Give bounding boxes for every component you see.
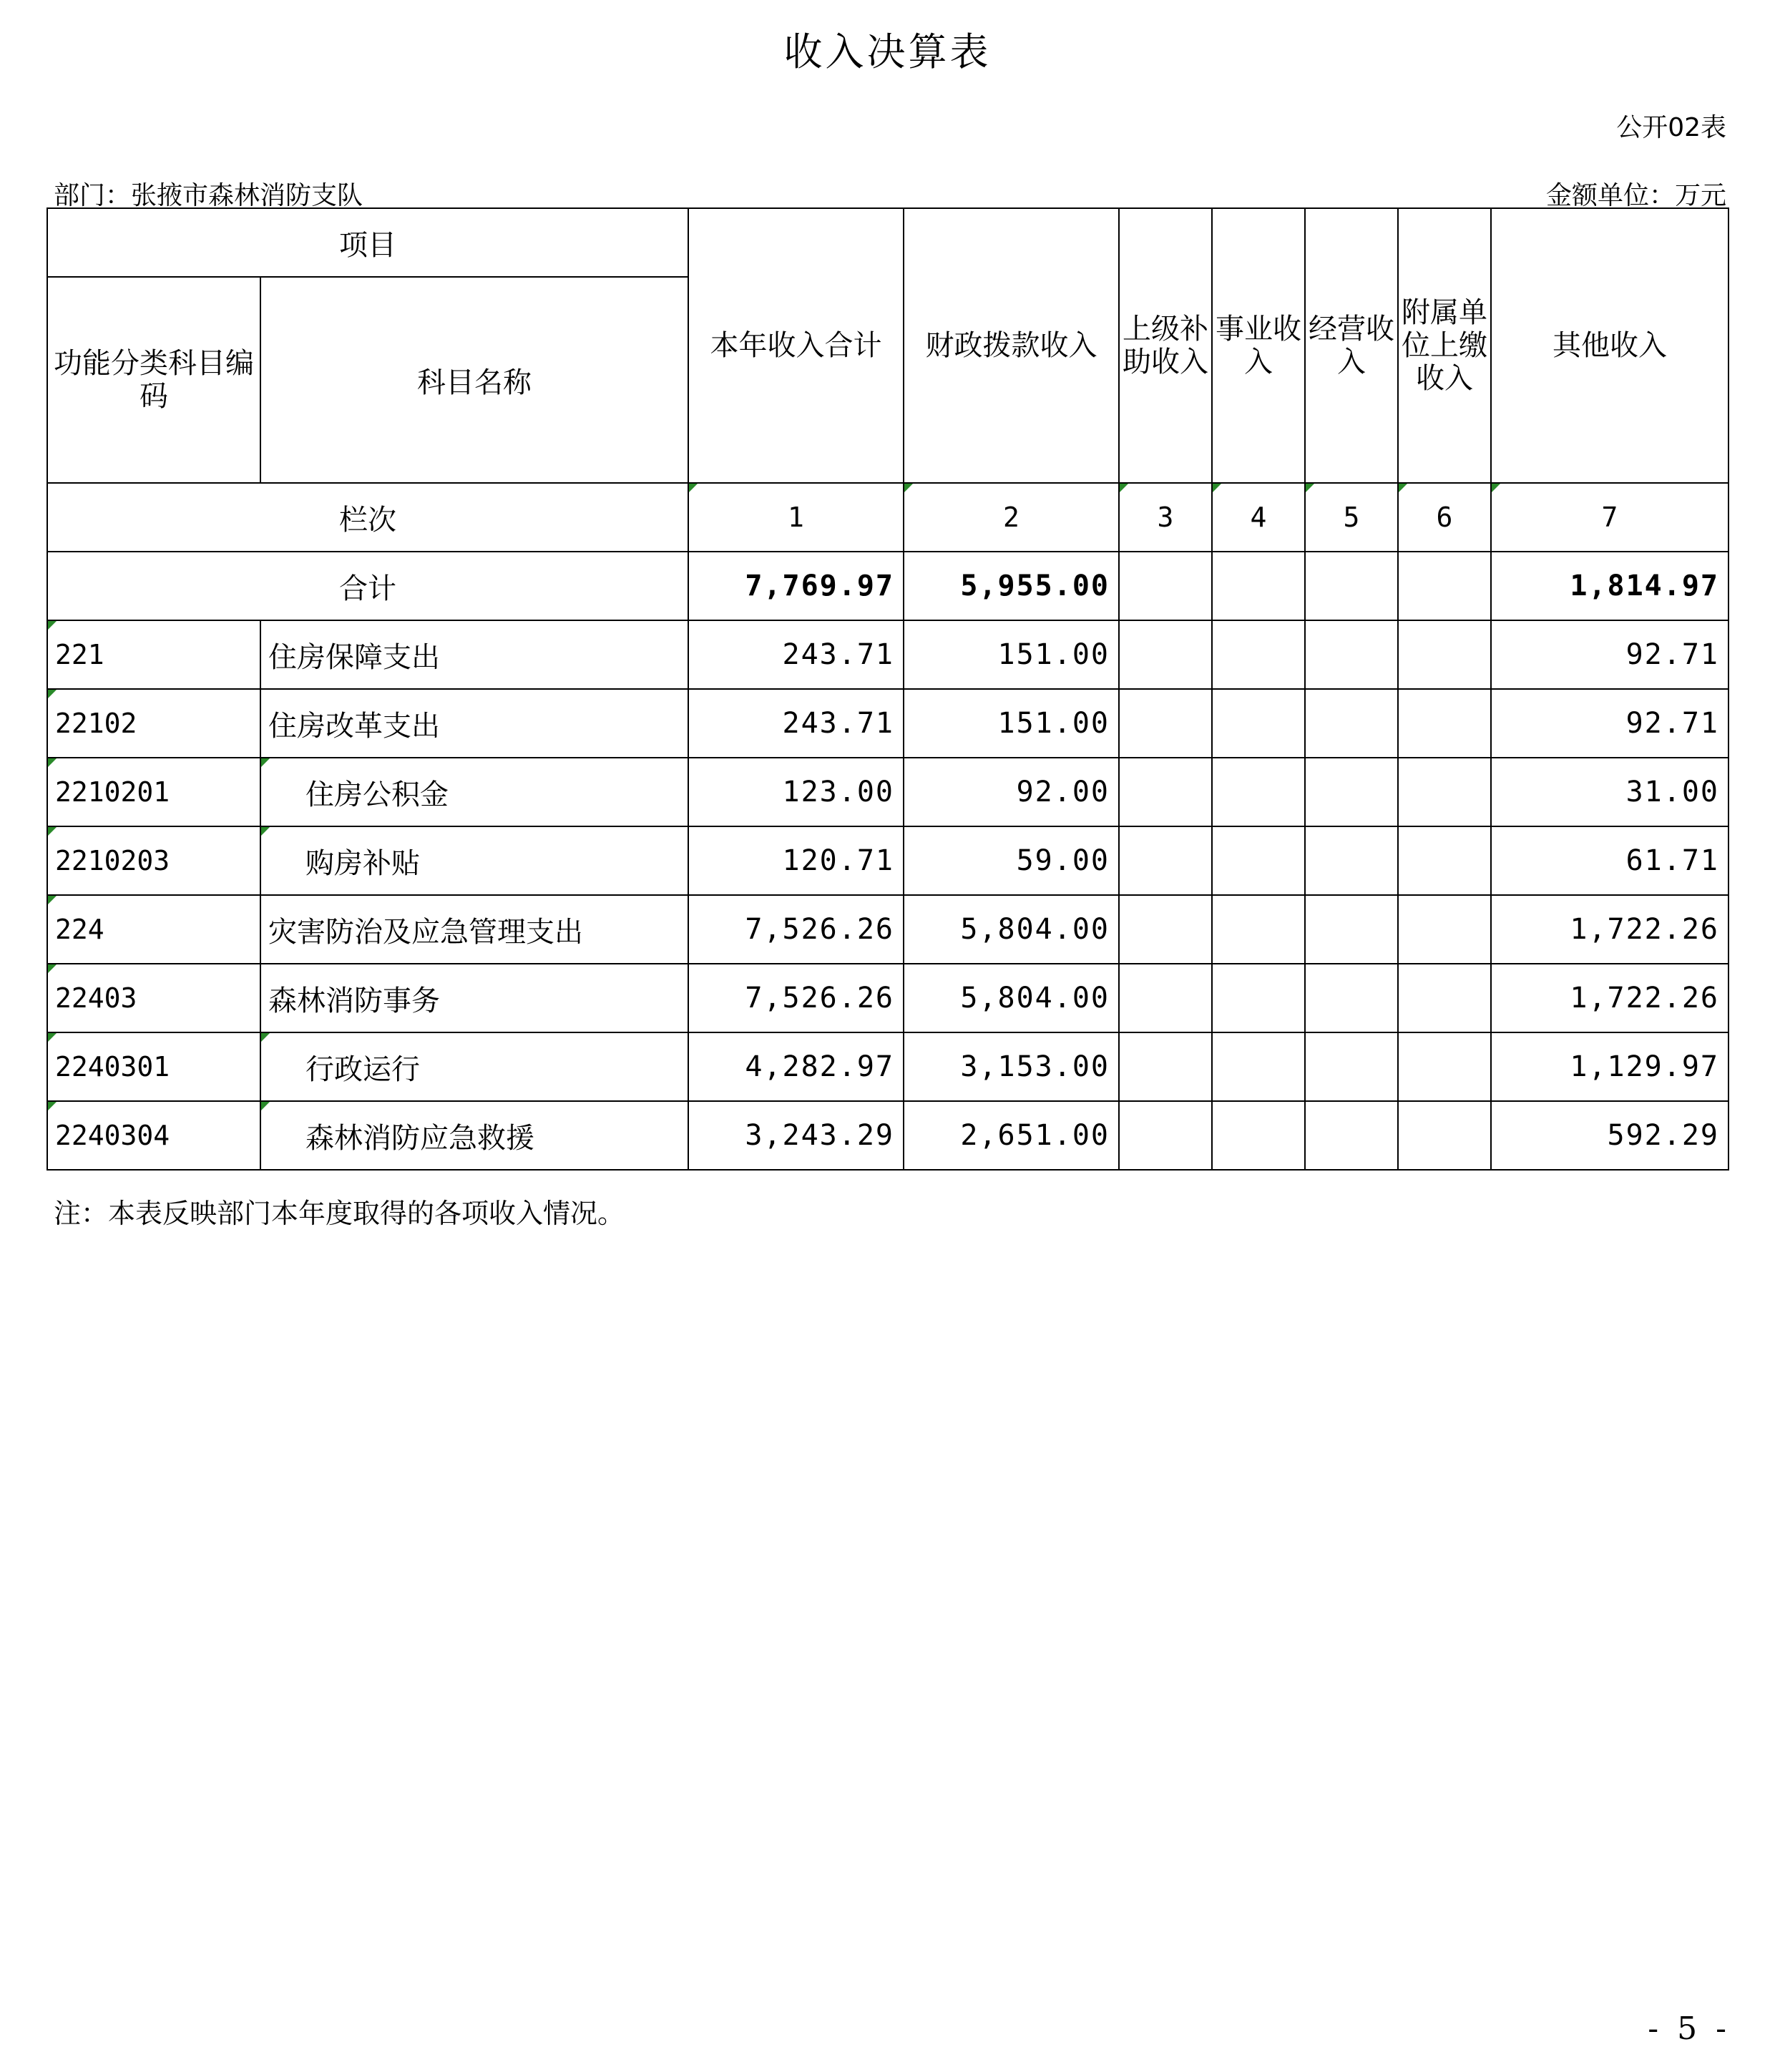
row-fiscal: 92.00 <box>904 758 1119 826</box>
column-number-7: 7 <box>1491 483 1728 552</box>
amount-unit-label: 金额单位：万元 <box>1545 181 1726 210</box>
row-total: 3,243.29 <box>688 1101 904 1170</box>
total-label: 合计 <box>47 552 688 620</box>
column-number-2: 2 <box>904 483 1119 552</box>
row-name: 森林消防应急救援 <box>260 1101 688 1170</box>
row-empty <box>1119 1101 1212 1170</box>
row-empty <box>1305 895 1398 964</box>
row-code: 22403 <box>47 964 260 1032</box>
column-number-1: 1 <box>688 483 904 552</box>
row-empty <box>1212 964 1305 1032</box>
column-number-5: 5 <box>1305 483 1398 552</box>
column-number-3: 3 <box>1119 483 1212 552</box>
row-total: 123.00 <box>688 758 904 826</box>
row-empty <box>1119 1032 1212 1101</box>
total-other: 1,814.97 <box>1491 552 1728 620</box>
row-fiscal: 5,804.00 <box>904 895 1119 964</box>
table-number: 公开02表 <box>1616 113 1726 142</box>
row-other: 1,129.97 <box>1491 1032 1728 1101</box>
column-number-4: 4 <box>1212 483 1305 552</box>
row-total: 243.71 <box>688 689 904 758</box>
row-total: 7,526.26 <box>688 964 904 1032</box>
page-number: - 5 - <box>1648 2010 1731 2047</box>
row-empty <box>1305 620 1398 689</box>
row-code: 2210201 <box>47 758 260 826</box>
row-total: 7,526.26 <box>688 895 904 964</box>
row-code: 2210203 <box>47 826 260 895</box>
row-name: 行政运行 <box>260 1032 688 1101</box>
row-code: 2240304 <box>47 1101 260 1170</box>
row-other: 1,722.26 <box>1491 895 1728 964</box>
row-empty <box>1305 826 1398 895</box>
row-empty <box>1398 689 1491 758</box>
row-empty <box>1305 689 1398 758</box>
row-other: 61.71 <box>1491 826 1728 895</box>
row-empty <box>1212 689 1305 758</box>
row-empty <box>1212 1032 1305 1101</box>
table-row <box>47 689 1728 758</box>
row-empty <box>1119 826 1212 895</box>
department-label: 部门：张掖市森林消防支队 <box>54 181 363 210</box>
row-empty <box>1398 758 1491 826</box>
row-other: 92.71 <box>1491 620 1728 689</box>
header-superior-subsidy: 上级补助收入 <box>1119 208 1212 483</box>
row-name: 住房保障支出 <box>260 620 688 689</box>
row-code: 221 <box>47 620 260 689</box>
row-fiscal: 59.00 <box>904 826 1119 895</box>
header-project: 项目 <box>47 208 688 277</box>
row-empty <box>1119 964 1212 1032</box>
income-table <box>47 207 1729 1171</box>
header-other-income: 其他收入 <box>1491 208 1728 483</box>
total-fiscal: 5,955.00 <box>904 552 1119 620</box>
row-name: 购房补贴 <box>260 826 688 895</box>
row-empty <box>1119 758 1212 826</box>
page-title: 收入决算表 <box>783 29 992 74</box>
row-other: 1,722.26 <box>1491 964 1728 1032</box>
row-other: 592.29 <box>1491 1101 1728 1170</box>
row-empty <box>1212 758 1305 826</box>
total-business <box>1212 552 1305 620</box>
table-row <box>47 758 1728 826</box>
row-empty <box>1305 758 1398 826</box>
row-empty <box>1212 826 1305 895</box>
row-empty <box>1398 1101 1491 1170</box>
row-other: 92.71 <box>1491 689 1728 758</box>
column-number-6: 6 <box>1398 483 1491 552</box>
row-code: 224 <box>47 895 260 964</box>
row-fiscal: 2,651.00 <box>904 1101 1119 1170</box>
row-code: 22102 <box>47 689 260 758</box>
row-empty <box>1398 826 1491 895</box>
row-empty <box>1212 620 1305 689</box>
row-empty <box>1119 895 1212 964</box>
row-empty <box>1398 964 1491 1032</box>
column-number-label: 栏次 <box>47 483 688 552</box>
table-note: 注：本表反映部门本年度取得的各项收入情况。 <box>54 1198 625 1229</box>
total-income: 7,769.97 <box>688 552 904 620</box>
table-row <box>47 1032 1728 1101</box>
table-row <box>47 964 1728 1032</box>
total-operating <box>1305 552 1398 620</box>
row-fiscal: 151.00 <box>904 689 1119 758</box>
row-empty <box>1305 1101 1398 1170</box>
row-name: 森林消防事务 <box>260 964 688 1032</box>
row-name: 灾害防治及应急管理支出 <box>260 895 688 964</box>
row-other: 31.00 <box>1491 758 1728 826</box>
header-fiscal-appropriation: 财政拨款收入 <box>904 208 1119 483</box>
row-name: 住房改革支出 <box>260 689 688 758</box>
table-row <box>47 826 1728 895</box>
row-total: 243.71 <box>688 620 904 689</box>
header-operating-income: 经营收入 <box>1305 208 1398 483</box>
row-total: 120.71 <box>688 826 904 895</box>
table-row <box>47 620 1728 689</box>
table-row <box>47 895 1728 964</box>
row-empty <box>1119 620 1212 689</box>
header-name: 科目名称 <box>260 277 688 483</box>
row-empty <box>1212 895 1305 964</box>
header-code: 功能分类科目编码 <box>47 277 260 483</box>
row-fiscal: 3,153.00 <box>904 1032 1119 1101</box>
row-fiscal: 5,804.00 <box>904 964 1119 1032</box>
row-empty <box>1398 1032 1491 1101</box>
total-affiliated <box>1398 552 1491 620</box>
row-total: 4,282.97 <box>688 1032 904 1101</box>
row-fiscal: 151.00 <box>904 620 1119 689</box>
row-code: 2240301 <box>47 1032 260 1101</box>
header-business-income: 事业收入 <box>1212 208 1305 483</box>
row-empty <box>1398 895 1491 964</box>
table-row <box>47 1101 1728 1170</box>
row-empty <box>1305 964 1398 1032</box>
row-empty <box>1212 1101 1305 1170</box>
row-name: 住房公积金 <box>260 758 688 826</box>
row-empty <box>1305 1032 1398 1101</box>
total-superior <box>1119 552 1212 620</box>
row-empty <box>1119 689 1212 758</box>
header-total-income: 本年收入合计 <box>688 208 904 483</box>
row-empty <box>1398 620 1491 689</box>
header-affiliated-remittance: 附属单位上缴收入 <box>1398 208 1491 483</box>
